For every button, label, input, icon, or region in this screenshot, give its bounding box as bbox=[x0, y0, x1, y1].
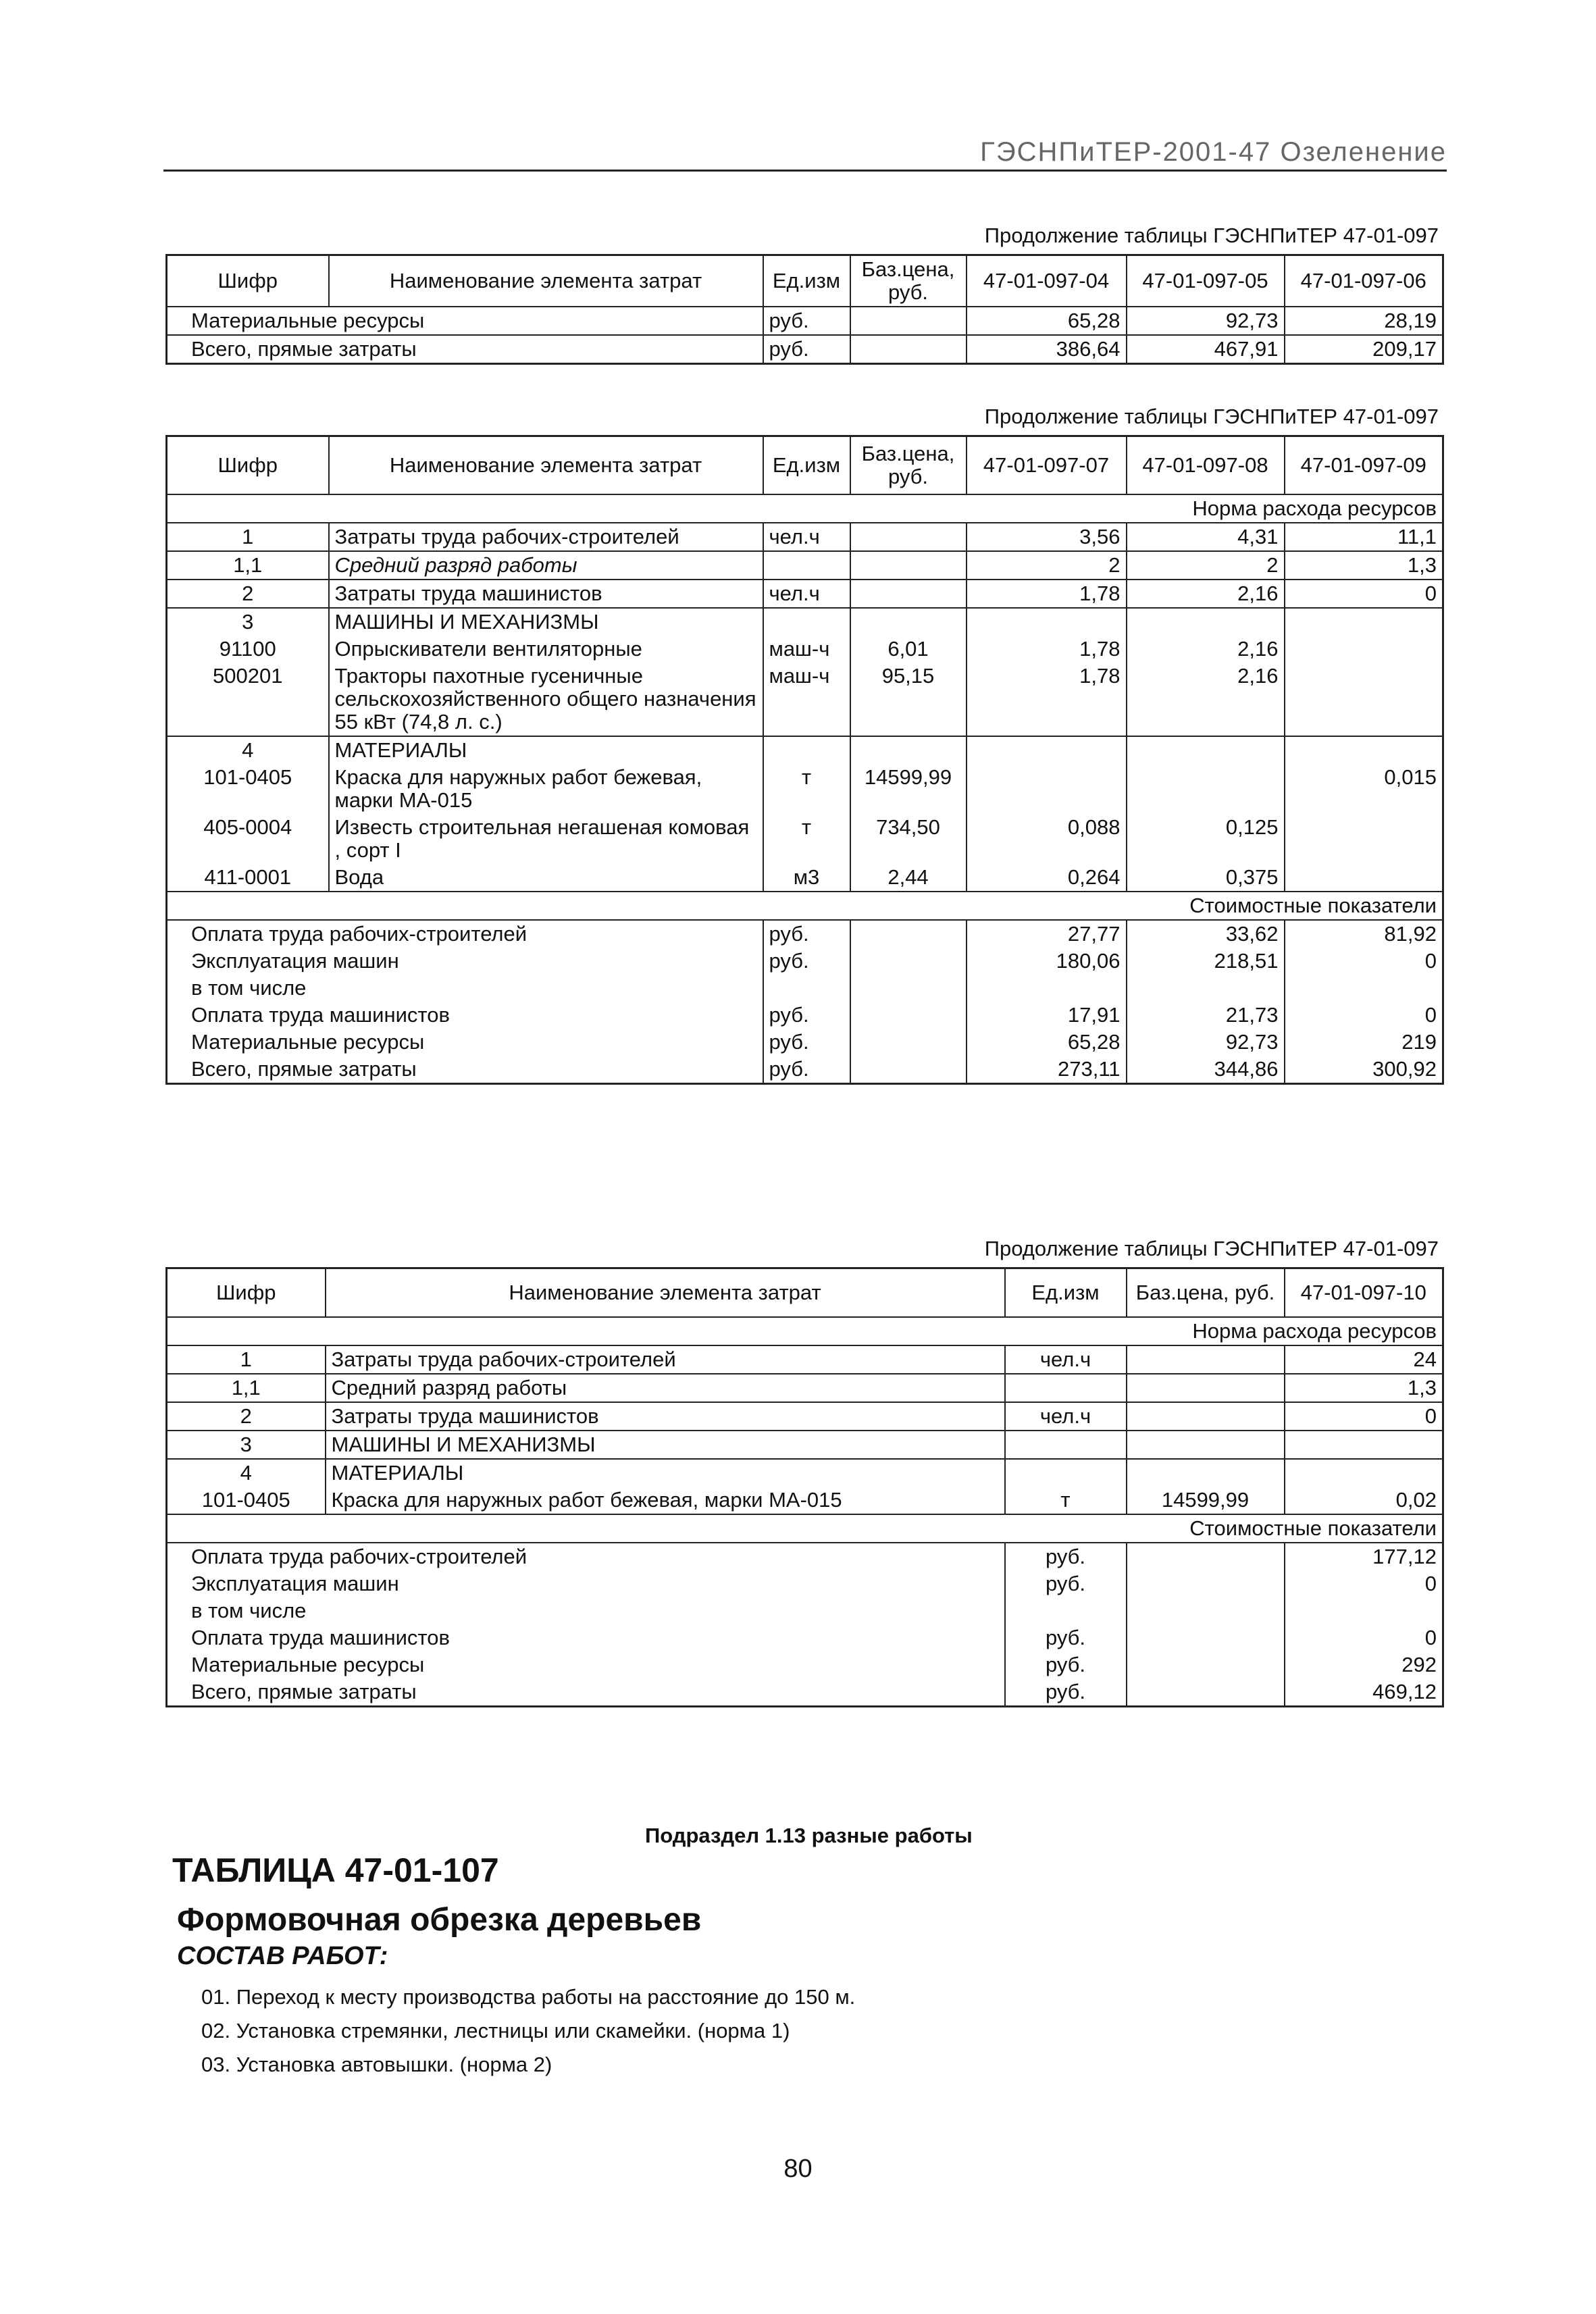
table2-header-unit: Ед.изм bbox=[763, 436, 850, 494]
table2-row-unit bbox=[763, 551, 850, 580]
table2-row-name: Краска для наружных работ бежевая, марки МА-015 bbox=[329, 764, 763, 814]
table3-norm-row bbox=[167, 1317, 1443, 1345]
table-row bbox=[167, 948, 1443, 975]
table3-row-price bbox=[1127, 1345, 1285, 1374]
table-row bbox=[167, 1570, 1443, 1597]
table3-row-name: Затраты труда рабочих-строителей bbox=[326, 1345, 1005, 1374]
table3-row-v1: 0 bbox=[1285, 1402, 1443, 1431]
table2-cost-name: Оплата труда машинистов bbox=[167, 1002, 763, 1029]
table-row bbox=[167, 1056, 1443, 1084]
table2-row-v1: 1,78 bbox=[967, 580, 1127, 608]
table2-cost-v2: 33,62 bbox=[1127, 920, 1285, 948]
table-row bbox=[167, 1543, 1443, 1570]
table1-row-unit: руб. bbox=[763, 307, 850, 335]
table2-cost-v2: 21,73 bbox=[1127, 1002, 1285, 1029]
table2-cost-price bbox=[850, 1029, 967, 1056]
table-row bbox=[167, 636, 1443, 663]
table2-row-price bbox=[850, 523, 967, 551]
table2-row-unit: м3 bbox=[763, 864, 850, 892]
table2-cost-v3: 219 bbox=[1401, 1029, 1437, 1054]
table2-row-name: Известь строительная негашеная комовая , сорт I bbox=[329, 814, 763, 864]
table1-row-unit: руб. bbox=[763, 335, 850, 364]
table2-cost-v1: 65,28 bbox=[967, 1029, 1127, 1056]
table3-row-price bbox=[1127, 1459, 1285, 1487]
table1-header-code: Шифр bbox=[167, 255, 329, 307]
table2-row-v1: 0,264 bbox=[967, 864, 1127, 892]
table-row bbox=[167, 814, 1443, 864]
table3-row-price bbox=[1127, 1374, 1285, 1402]
table2-cost-label: Стоимостные показатели bbox=[167, 892, 1443, 920]
table2-row-v2: 2 bbox=[1127, 551, 1285, 580]
table2-row-price bbox=[850, 551, 967, 580]
table1-header-col1: 47-01-097-04 bbox=[967, 255, 1127, 307]
table2-row-v2 bbox=[1127, 736, 1285, 764]
table2-cost-v3: 0 bbox=[1424, 948, 1437, 973]
table2-row-name: Опрыскиватели вентиляторные bbox=[329, 636, 763, 663]
table3-cost-name: Всего, прямые затраты bbox=[167, 1678, 1005, 1707]
table1-header-row bbox=[167, 255, 1443, 307]
table3-cost-unit bbox=[1005, 1597, 1127, 1624]
table2-cost-unit bbox=[763, 975, 850, 1002]
table2-cost-v2: 92,73 bbox=[1127, 1029, 1285, 1056]
table2-cost-name: Оплата труда рабочих-строителей bbox=[167, 920, 763, 948]
table3-row-code: 1 bbox=[167, 1345, 326, 1374]
table1-row-price bbox=[850, 335, 967, 364]
table3-cost-name: Материальные ресурсы bbox=[167, 1651, 1005, 1678]
table3-row-v1: 1,3 bbox=[1285, 1374, 1443, 1402]
table2-row-code: 3 bbox=[167, 608, 329, 636]
table3-cost-name: Оплата труда машинистов bbox=[167, 1624, 1005, 1651]
table2 bbox=[165, 435, 1444, 1085]
table-row bbox=[167, 1597, 1443, 1624]
table-row bbox=[167, 1678, 1443, 1707]
table3-header-name: Наименование элемента затрат bbox=[326, 1268, 1005, 1317]
table2-row-v3: 11,1 bbox=[1397, 524, 1437, 548]
table3-cost-row bbox=[167, 1514, 1443, 1543]
table2-row-v3 bbox=[1285, 663, 1443, 736]
table2-row-v1: 1,78 bbox=[967, 663, 1127, 736]
table3 bbox=[165, 1267, 1444, 1707]
table1-header-unit: Ед.изм bbox=[763, 255, 850, 307]
table2-header-col3: 47-01-097-09 bbox=[1285, 436, 1443, 494]
table2-row-price: 734,50 bbox=[850, 814, 967, 864]
table2-cost-price bbox=[850, 948, 967, 975]
table3-cost-unit: руб. bbox=[1005, 1651, 1127, 1678]
table-row bbox=[167, 736, 1443, 764]
table2-row-name: Вода bbox=[329, 864, 763, 892]
table-row bbox=[167, 1651, 1443, 1678]
table3-cost-price bbox=[1127, 1624, 1285, 1651]
table2-row-unit bbox=[763, 736, 850, 764]
table2-row-code: 2 bbox=[167, 580, 329, 608]
table2-row-name: Затраты труда рабочих-строителей bbox=[329, 523, 763, 551]
table3-cost-price bbox=[1127, 1570, 1285, 1597]
table-row bbox=[167, 1624, 1443, 1651]
table2-row-name: МАТЕРИАЛЫ bbox=[329, 736, 763, 764]
table3-header-row bbox=[167, 1268, 1443, 1317]
table3-cost-unit: руб. bbox=[1005, 1678, 1127, 1707]
table2-header-row bbox=[167, 436, 1443, 494]
table2-cost-name: Материальные ресурсы bbox=[167, 1029, 763, 1056]
table2-row-v2: 2,16 bbox=[1127, 636, 1285, 663]
work-steps-list bbox=[201, 1980, 855, 2082]
table2-cost-v3: 300,92 bbox=[1372, 1056, 1437, 1081]
table2-header-price: Баз.цена, руб. bbox=[850, 436, 967, 494]
table-row bbox=[167, 1029, 1443, 1056]
table2-row-price: 14599,99 bbox=[850, 764, 967, 814]
table3-cost-v1: 177,12 bbox=[1372, 1544, 1437, 1568]
table-row bbox=[167, 307, 1443, 335]
table-row bbox=[167, 1431, 1443, 1459]
table2-row-v2: 2,16 bbox=[1127, 580, 1285, 608]
table1-row-name: Материальные ресурсы bbox=[167, 307, 763, 335]
table3-row-code: 3 bbox=[167, 1431, 326, 1459]
table1-row-v3: 28,19 bbox=[1384, 309, 1437, 332]
table3-row-unit: чел.ч bbox=[1005, 1402, 1127, 1431]
table2-row-v2: 0,375 bbox=[1127, 864, 1285, 892]
table2-row-code: 500201 bbox=[167, 663, 329, 736]
table2-cost-v1: 180,06 bbox=[967, 948, 1127, 975]
table2-row-name: Затраты труда машинистов bbox=[329, 580, 763, 608]
document-header-title: ГЭСНПиТЕР-2001-47 Озеленение bbox=[980, 137, 1447, 167]
table2-row-v1 bbox=[967, 736, 1127, 764]
table2-row-v1: 2 bbox=[967, 551, 1127, 580]
table3-cost-label: Стоимостные показатели bbox=[167, 1514, 1443, 1543]
table-row bbox=[167, 975, 1443, 1002]
table2-row-unit: маш-ч bbox=[763, 636, 850, 663]
table-row bbox=[167, 580, 1443, 608]
table3-row-unit: т bbox=[1005, 1487, 1127, 1514]
table1-header-col3: 47-01-097-06 bbox=[1285, 255, 1443, 307]
table2-row-v2: 2,16 bbox=[1127, 663, 1285, 736]
table2-row-v1: 1,78 bbox=[967, 636, 1127, 663]
table-row bbox=[167, 920, 1443, 948]
table1-row-v3: 209,17 bbox=[1285, 335, 1443, 364]
table2-row-unit bbox=[763, 608, 850, 636]
page-number: 80 bbox=[783, 2155, 813, 2183]
table-row bbox=[167, 1002, 1443, 1029]
table1-caption: Продолжение таблицы ГЭСНПиТЕР 47-01-097 bbox=[984, 224, 1439, 247]
table2-row-v3 bbox=[1285, 608, 1443, 636]
table-row bbox=[167, 523, 1443, 551]
table2-row-price: 95,15 bbox=[850, 663, 967, 736]
table3-row-code: 1,1 bbox=[167, 1374, 326, 1402]
table2-cost-v3: 81,92 bbox=[1384, 921, 1437, 946]
table2-row-price bbox=[850, 608, 967, 636]
table2-cost-row bbox=[167, 892, 1443, 920]
table2-row-v1: 3,56 bbox=[967, 523, 1127, 551]
table1 bbox=[165, 254, 1444, 365]
table2-row-v1 bbox=[967, 608, 1127, 636]
table2-cost-price bbox=[850, 1056, 967, 1084]
table3-cost-v1: 469,12 bbox=[1372, 1679, 1437, 1703]
table2-row-code: 101-0405 bbox=[167, 764, 329, 814]
table-row bbox=[167, 608, 1443, 636]
table2-row-v2 bbox=[1127, 764, 1285, 814]
table2-row-v2 bbox=[1127, 608, 1285, 636]
table2-cost-price bbox=[850, 920, 967, 948]
table-row bbox=[167, 1374, 1443, 1402]
table2-cost-name: Всего, прямые затраты bbox=[167, 1056, 763, 1084]
table3-row-unit: чел.ч bbox=[1005, 1345, 1127, 1374]
table2-row-price bbox=[850, 580, 967, 608]
table3-row-name: МАТЕРИАЛЫ bbox=[326, 1459, 1005, 1487]
table3-cost-unit: руб. bbox=[1005, 1624, 1127, 1651]
table-row bbox=[167, 663, 1443, 736]
table1-header-name: Наименование элемента затрат bbox=[329, 255, 763, 307]
table3-cost-v1 bbox=[1285, 1597, 1443, 1624]
table2-header-code: Шифр bbox=[167, 436, 329, 494]
table1-row-v2: 92,73 bbox=[1127, 307, 1285, 335]
table2-cost-v1: 27,77 bbox=[967, 920, 1127, 948]
table3-caption: Продолжение таблицы ГЭСНПиТЕР 47-01-097 bbox=[984, 1237, 1439, 1260]
table2-row-code: 405-0004 bbox=[167, 814, 329, 864]
table3-row-price: 14599,99 bbox=[1127, 1487, 1285, 1514]
list-item: 01. Переход к месту производства работы на расстояние до 150 м. bbox=[201, 1985, 856, 2009]
table2-cost-v1: 273,11 bbox=[967, 1056, 1127, 1084]
table-title: ТАБЛИЦА 47-01-107 bbox=[172, 1851, 499, 1889]
table2-row-price bbox=[850, 736, 967, 764]
table1-header-col2: 47-01-097-05 bbox=[1127, 255, 1285, 307]
table3-cost-unit: руб. bbox=[1005, 1570, 1127, 1597]
list-item: 02. Установка стремянки, лестницы или скамейки. (норма 1) bbox=[201, 2019, 790, 2042]
table2-cost-v1 bbox=[967, 975, 1127, 1002]
table2-row-v3 bbox=[1285, 636, 1443, 663]
table2-row-unit: маш-ч bbox=[763, 663, 850, 736]
table3-row-price bbox=[1127, 1431, 1285, 1459]
table1-row-price bbox=[850, 307, 967, 335]
table2-cost-unit: руб. bbox=[763, 1002, 850, 1029]
table3-row-name: МАШИНЫ И МЕХАНИЗМЫ bbox=[326, 1431, 1005, 1459]
table-row bbox=[167, 551, 1443, 580]
list-item: 03. Установка автовышки. (норма 2) bbox=[201, 2053, 552, 2076]
table2-norm-label: Норма расхода ресурсов bbox=[167, 494, 1443, 523]
table2-row-v3: 0,015 bbox=[1384, 765, 1437, 789]
table2-row-unit: чел.ч bbox=[763, 523, 850, 551]
table3-row-name: Средний разряд работы bbox=[326, 1374, 1005, 1402]
table2-cost-v2: 218,51 bbox=[1127, 948, 1285, 975]
table2-row-price: 2,44 bbox=[850, 864, 967, 892]
table2-cost-unit: руб. bbox=[763, 1029, 850, 1056]
table2-norm-row bbox=[167, 494, 1443, 523]
table3-row-code: 2 bbox=[167, 1402, 326, 1431]
table3-cost-unit: руб. bbox=[1005, 1543, 1127, 1570]
table1-row-v2: 467,91 bbox=[1127, 335, 1285, 364]
table2-row-name: Тракторы пахотные гусеничные сельскохозяйственного общего назначения 55 кВт (74,8 л. с.) bbox=[329, 663, 763, 736]
table3-norm-label: Норма расхода ресурсов bbox=[167, 1317, 1443, 1345]
table3-cost-name: Эксплуатация машин bbox=[167, 1570, 1005, 1597]
table2-cost-v3 bbox=[1285, 975, 1443, 1002]
table3-row-name: Краска для наружных работ бежевая, марки МА-015 bbox=[326, 1487, 1005, 1514]
table-row bbox=[167, 764, 1443, 814]
table2-row-code: 411-0001 bbox=[167, 864, 329, 892]
table3-cost-price bbox=[1127, 1651, 1285, 1678]
table-row bbox=[167, 1459, 1443, 1487]
table2-cost-name: Эксплуатация машин bbox=[167, 948, 763, 975]
table3-row-code: 4 bbox=[167, 1459, 326, 1487]
table2-row-code: 1,1 bbox=[167, 551, 329, 580]
table3-cost-v1: 292 bbox=[1401, 1652, 1437, 1676]
table2-row-code: 91100 bbox=[167, 636, 329, 663]
table-row bbox=[167, 864, 1443, 892]
table3-row-price bbox=[1127, 1402, 1285, 1431]
table2-row-code: 4 bbox=[167, 736, 329, 764]
table3-cost-name: в том числе bbox=[167, 1597, 1005, 1624]
table2-row-unit: чел.ч bbox=[763, 580, 850, 608]
table2-header-col2: 47-01-097-08 bbox=[1127, 436, 1285, 494]
table2-cost-price bbox=[850, 1002, 967, 1029]
table3-row-v1: 24 bbox=[1413, 1347, 1437, 1371]
table3-row-unit bbox=[1005, 1374, 1127, 1402]
table2-cost-v1: 17,91 bbox=[967, 1002, 1127, 1029]
table2-row-name: МАШИНЫ И МЕХАНИЗМЫ bbox=[329, 608, 763, 636]
table2-row-v2: 4,31 bbox=[1127, 523, 1285, 551]
table3-cost-v1: 0 bbox=[1424, 1571, 1437, 1595]
table3-cost-v1: 0 bbox=[1424, 1625, 1437, 1649]
table3-row-v1: 0,02 bbox=[1395, 1487, 1437, 1512]
table-row bbox=[167, 1487, 1443, 1514]
table2-row-price: 6,01 bbox=[850, 636, 967, 663]
table2-caption: Продолжение таблицы ГЭСНПиТЕР 47-01-097 bbox=[984, 405, 1439, 428]
table3-cost-price bbox=[1127, 1543, 1285, 1570]
table2-row-code: 1 bbox=[167, 523, 329, 551]
table3-row-unit bbox=[1005, 1431, 1127, 1459]
table3-header-unit: Ед.изм bbox=[1005, 1268, 1127, 1317]
table2-cost-name: в том числе bbox=[167, 975, 763, 1002]
table2-cost-price bbox=[850, 975, 967, 1002]
table1-header-price: Баз.цена, руб. bbox=[850, 255, 967, 307]
table3-cost-price bbox=[1127, 1597, 1285, 1624]
table2-row-v3 bbox=[1285, 864, 1443, 892]
subsection-title: Подраздел 1.13 разные работы bbox=[645, 1824, 973, 1847]
work-title: Формовочная обрезка деревьев bbox=[177, 1902, 702, 1938]
table1-row-v1: 65,28 bbox=[967, 307, 1127, 335]
table2-row-unit: т bbox=[763, 764, 850, 814]
table3-row-code: 101-0405 bbox=[167, 1487, 326, 1514]
table3-row-name: Затраты труда машинистов bbox=[326, 1402, 1005, 1431]
table2-row-v3: 0 bbox=[1285, 580, 1443, 608]
table2-row-v1: 0,088 bbox=[967, 814, 1127, 864]
document-header bbox=[163, 138, 1447, 172]
table3-header-price: Баз.цена, руб. bbox=[1127, 1268, 1285, 1317]
composition-label: СОСТАВ РАБОТ: bbox=[177, 1942, 388, 1970]
table3-header-col1: 47-01-097-10 bbox=[1285, 1268, 1443, 1317]
table2-cost-unit: руб. bbox=[763, 948, 850, 975]
table-row bbox=[167, 1402, 1443, 1431]
table3-cost-name: Оплата труда рабочих-строителей bbox=[167, 1543, 1005, 1570]
table1-row-v1: 386,64 bbox=[967, 335, 1127, 364]
table3-cost-price bbox=[1127, 1678, 1285, 1707]
table2-row-v1 bbox=[967, 764, 1127, 814]
table3-row-v1 bbox=[1285, 1459, 1443, 1487]
table2-cost-unit: руб. bbox=[763, 1056, 850, 1084]
table2-row-v2: 0,125 bbox=[1127, 814, 1285, 864]
table3-header-code: Шифр bbox=[167, 1268, 326, 1317]
table2-row-v3 bbox=[1285, 736, 1443, 764]
table2-header-name: Наименование элемента затрат bbox=[329, 436, 763, 494]
table2-row-v3 bbox=[1285, 814, 1443, 864]
table3-row-v1 bbox=[1285, 1431, 1443, 1459]
table2-row-name: Средний разряд работы bbox=[329, 551, 763, 580]
table2-cost-v2: 344,86 bbox=[1127, 1056, 1285, 1084]
table3-row-unit bbox=[1005, 1459, 1127, 1487]
table2-row-v3: 1,3 bbox=[1285, 551, 1443, 580]
table2-cost-unit: руб. bbox=[763, 920, 850, 948]
table-row bbox=[167, 335, 1443, 364]
table2-cost-v3: 0 bbox=[1424, 1002, 1437, 1027]
table2-header-col1: 47-01-097-07 bbox=[967, 436, 1127, 494]
table1-row-name: Всего, прямые затраты bbox=[167, 335, 763, 364]
table2-row-unit: т bbox=[763, 814, 850, 864]
table-row bbox=[167, 1345, 1443, 1374]
table2-cost-v2 bbox=[1127, 975, 1285, 1002]
